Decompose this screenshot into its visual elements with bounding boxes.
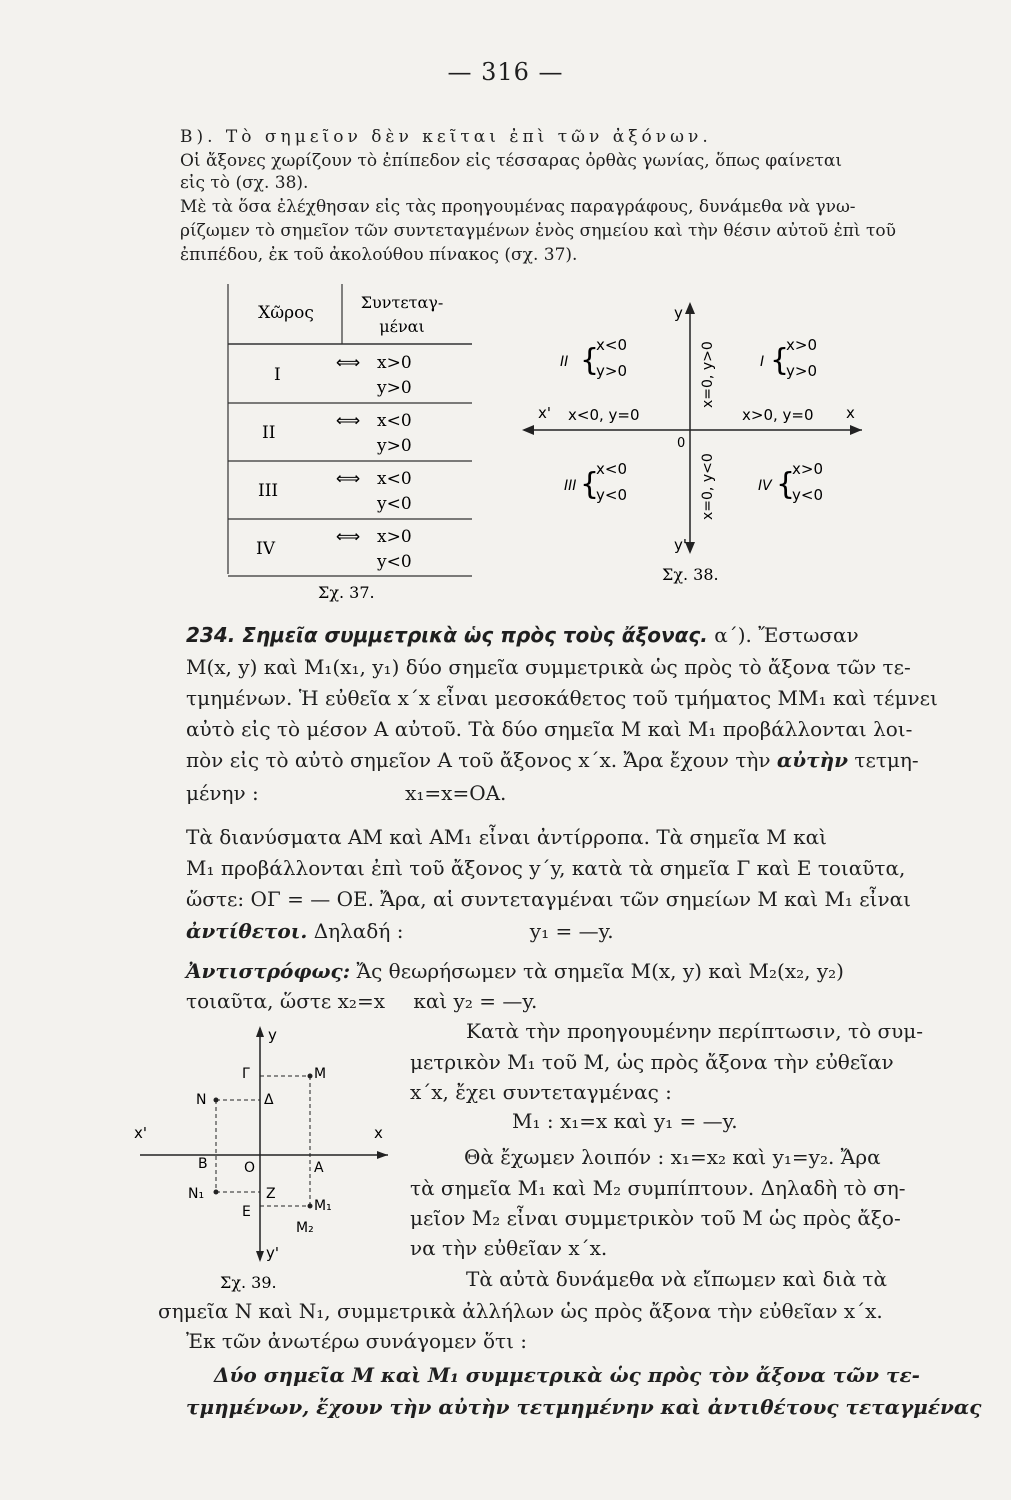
quadrant-IV-label: IV xyxy=(758,478,772,494)
double-arrow-icon: ⟺ xyxy=(335,469,361,489)
body-line: σημεῖα N καὶ N₁, συμμετρικὰ ἀλλήλων ὡς πρὸς ἄξονα τὴν εὐθεῖαν x΄x. xyxy=(158,1299,883,1323)
quadrant-III-y: y<0 xyxy=(596,486,627,504)
point-G-label: Γ xyxy=(242,1066,250,1082)
point-B-label: B xyxy=(198,1156,208,1172)
quadrant-II-x: x<0 xyxy=(596,336,627,354)
section-heading: Β). Τὸ σημεῖον δὲν κεῖται ἐπὶ τῶν ἀξόνων. xyxy=(180,127,712,147)
table-row xyxy=(256,527,412,572)
formula-m1: M₁ : x₁=x καὶ y₁ = —y. xyxy=(512,1109,738,1133)
table-row-y: y>0 xyxy=(377,436,412,456)
body-line: μένην : xyxy=(186,781,259,805)
section-234-title: 234. Σημεῖα συμμετρικὰ ὡς πρὸς τοὺς ἄξονας. xyxy=(186,623,708,647)
conclusion-line-2: τμημένων, ἔχουν τὴν αὐτὴν τετμημένην καὶ ἀντιθέτους τεταγμένας xyxy=(186,1395,982,1419)
brace-icon: { xyxy=(776,467,796,502)
x-axis-label: x xyxy=(846,404,855,422)
double-arrow-icon: ⟺ xyxy=(335,353,361,373)
table-row-x: x>0 xyxy=(377,527,412,547)
figure-38-caption: Σχ. 38. xyxy=(662,565,719,584)
body-line: Δηλαδή : xyxy=(313,919,404,943)
quadrant-IV-y: y<0 xyxy=(792,486,823,504)
table-row-y: y>0 xyxy=(377,378,412,398)
body-line: να τὴν εὐθεῖαν x΄x. xyxy=(410,1236,608,1260)
table-row-x: x>0 xyxy=(377,353,412,373)
table-row-y: y<0 xyxy=(377,552,412,572)
positive-y-axis-label: x=0, y>0 xyxy=(700,341,716,408)
point-O-label: O xyxy=(244,1160,256,1176)
table-row xyxy=(274,353,412,398)
point-M1-label: M₁ xyxy=(314,1198,332,1214)
y-prime-label: y' xyxy=(674,536,688,554)
x-prime-label: x' xyxy=(134,1124,148,1142)
table-row xyxy=(262,411,412,456)
quadrant-III-label: III xyxy=(564,478,577,494)
point-D-label: Δ xyxy=(264,1092,274,1108)
body-line: ὥστε: OΓ = — OE. Ἄρα, αἱ συντεταγμέναι τῶν σημείων M καὶ M₁ εἶναι xyxy=(186,887,911,911)
negative-x-axis-label: x<0, y=0 xyxy=(568,406,640,424)
emphasis-opposite: ἀντίθετοι. xyxy=(186,919,308,943)
y-prime-label: y' xyxy=(266,1244,280,1262)
intro-line-5: ἐπιπέδου, ἐκ τοῦ ἀκολούθου πίνακος (σχ. 37). xyxy=(180,245,578,265)
negative-y-axis-label: x=0, y<0 xyxy=(700,453,716,520)
double-arrow-icon: ⟺ xyxy=(335,527,361,547)
intro-line-4: ρίζωμεν τὸ σημεῖον τῶν συντεταγμένων ἑνὸς σημείου καὶ τὴν θέσιν αὐτοῦ ἐπὶ τοῦ xyxy=(180,221,896,241)
table-row xyxy=(258,469,412,514)
conversely-label: Ἀντιστρόφως: xyxy=(186,959,351,983)
quadrant-I-y: y>0 xyxy=(786,362,817,380)
body-line: Τὰ διανύσματα AM καὶ AM₁ εἶναι ἀντίρροπα. Τὰ σημεῖα M καὶ xyxy=(186,825,827,849)
table-header-coords-1: Συντεταγ- xyxy=(360,293,444,312)
figure-37-caption: Σχ. 37. xyxy=(318,583,375,602)
point-M-label: M xyxy=(314,1066,327,1082)
body-line: τμημένων. Ἡ εὐθεῖα x΄x εἶναι μεσοκάθετος τοῦ τμήματος MM₁ καὶ τέμνει xyxy=(186,686,938,710)
intro-line-1: Οἱ ἄξονες χωρίζουν τὸ ἐπίπεδον εἰς τέσσαρας ὀρθὰς γωνίας, ὅπως φαίνεται xyxy=(180,151,843,171)
body-line: Ἐκ τῶν ἀνωτέρω συνάγομεν ὅτι : xyxy=(186,1329,528,1353)
formula-ordinate: y₁ = —y. xyxy=(529,919,614,943)
body-line: Θὰ ἔχωμεν λοιπόν : x₁=x₂ καὶ y₁=y₂. Ἄρα xyxy=(464,1145,881,1169)
table-header-coords-2: μέναι xyxy=(379,317,425,336)
section-234-part-a: α΄). Ἔστωσαν xyxy=(714,623,859,647)
point-A-label: A xyxy=(314,1160,324,1176)
body-line: αὐτὸ εἰς τὸ μέσον A αὐτοῦ. Τὰ δύο σημεῖα M καὶ M₁ προβάλλονται λοι- xyxy=(186,717,913,741)
body-line: Κατὰ τὴν προηγουμένην περίπτωσιν, τὸ συμ- xyxy=(466,1019,924,1043)
quadrant-II-label: II xyxy=(560,354,569,370)
table-row-x: x<0 xyxy=(377,411,412,431)
body-line: Ἄς θεωρήσωμεν τὰ σημεῖα M(x, y) καὶ M₂(x₂, y₂) xyxy=(356,959,844,983)
quadrants-figure xyxy=(520,290,870,590)
body-line: καὶ y₂ = —y. xyxy=(413,989,538,1013)
quadrant-I-x: x>0 xyxy=(786,336,817,354)
x-prime-label: x' xyxy=(538,404,552,422)
double-arrow-icon: ⟺ xyxy=(335,411,361,431)
body-line: M₁ προβάλλονται ἐπὶ τοῦ ἄξονος y΄y, κατὰ τὰ σημεῖα Γ καὶ E τοιαῦτα, xyxy=(186,856,906,880)
positive-x-axis-label: x>0, y=0 xyxy=(742,406,814,424)
quadrant-III-x: x<0 xyxy=(596,460,627,478)
table-row-x: x<0 xyxy=(377,469,412,489)
intro-line-2: εἰς τὸ (σχ. 38). xyxy=(180,173,309,193)
y-axis-label: y xyxy=(268,1026,277,1044)
point-N-label: N xyxy=(196,1092,207,1108)
x-axis-label: x xyxy=(374,1124,383,1142)
table-header-space: Χῶρος xyxy=(258,303,314,323)
brace-icon: { xyxy=(770,343,790,378)
y-axis-label: y xyxy=(674,304,683,322)
body-line: M(x, y) καὶ M₁(x₁, y₁) δύο σημεῖα συμμετρικὰ ὡς πρὸς τὸ ἄξονα τῶν τε- xyxy=(186,655,911,679)
body-line: τὰ σημεῖα M₁ καὶ M₂ συμπίπτουν. Δηλαδὴ τὸ ση- xyxy=(410,1176,906,1200)
brace-icon: { xyxy=(580,343,600,378)
point-N1-label: N₁ xyxy=(188,1186,205,1202)
figure-39-caption: Σχ. 39. xyxy=(220,1273,277,1292)
page-number: — 316 — xyxy=(447,58,564,86)
body-line: x΄x, ἔχει συντεταγμένας : xyxy=(410,1080,672,1104)
point-Z-label: Z xyxy=(266,1186,276,1202)
body-line: πὸν εἰς τὸ αὐτὸ σημεῖον A τοῦ ἄξονος x΄x. Ἄρα ἔχουν τὴν xyxy=(186,748,771,772)
quadrant-I-label: I xyxy=(760,354,765,370)
body-line: τοιαῦτα, ὥστε x₂=x xyxy=(186,989,385,1013)
body-line: Τὰ αὐτὰ δυνάμεθα νὰ εἴπωμεν καὶ διὰ τὰ xyxy=(466,1267,887,1291)
conclusion-line-1: Δύο σημεῖα M καὶ M₁ συμμετρικὰ ὡς πρὸς τὸν ἄξονα τῶν τε- xyxy=(214,1363,920,1387)
table-row-space: III xyxy=(258,481,279,501)
table-row-space: IV xyxy=(256,539,275,559)
brace-icon: { xyxy=(580,467,600,502)
formula-abscissa: x₁=x=OA. xyxy=(405,781,507,805)
body-line: μεῖον M₂ εἶναι συμμετρικὸν τοῦ M ὡς πρὸς ἄξο- xyxy=(410,1206,901,1230)
emphasis-same: αὐτὴν xyxy=(776,748,849,772)
coordinate-table-figure xyxy=(222,280,482,610)
body-line: μετρικὸν M₁ τοῦ M, ὡς πρὸς ἄξονα τὴν εὐθεῖαν xyxy=(410,1050,894,1074)
table-row-space: I xyxy=(274,365,281,385)
body-line: τετμη- xyxy=(854,748,919,772)
point-M2-label: M₂ xyxy=(296,1220,314,1236)
point-E-label: E xyxy=(242,1204,251,1220)
quadrant-II-y: y>0 xyxy=(596,362,627,380)
table-row-y: y<0 xyxy=(377,494,412,514)
quadrant-IV-x: x>0 xyxy=(792,460,823,478)
origin-label: 0 xyxy=(677,436,686,451)
table-row-space: II xyxy=(262,423,276,443)
intro-line-3: Μὲ τὰ ὅσα ἐλέχθησαν εἰς τὰς προηγουμένας παραγράφους, δυνάμεθα νὰ γνω- xyxy=(180,197,856,217)
symmetry-figure xyxy=(130,1020,400,1295)
